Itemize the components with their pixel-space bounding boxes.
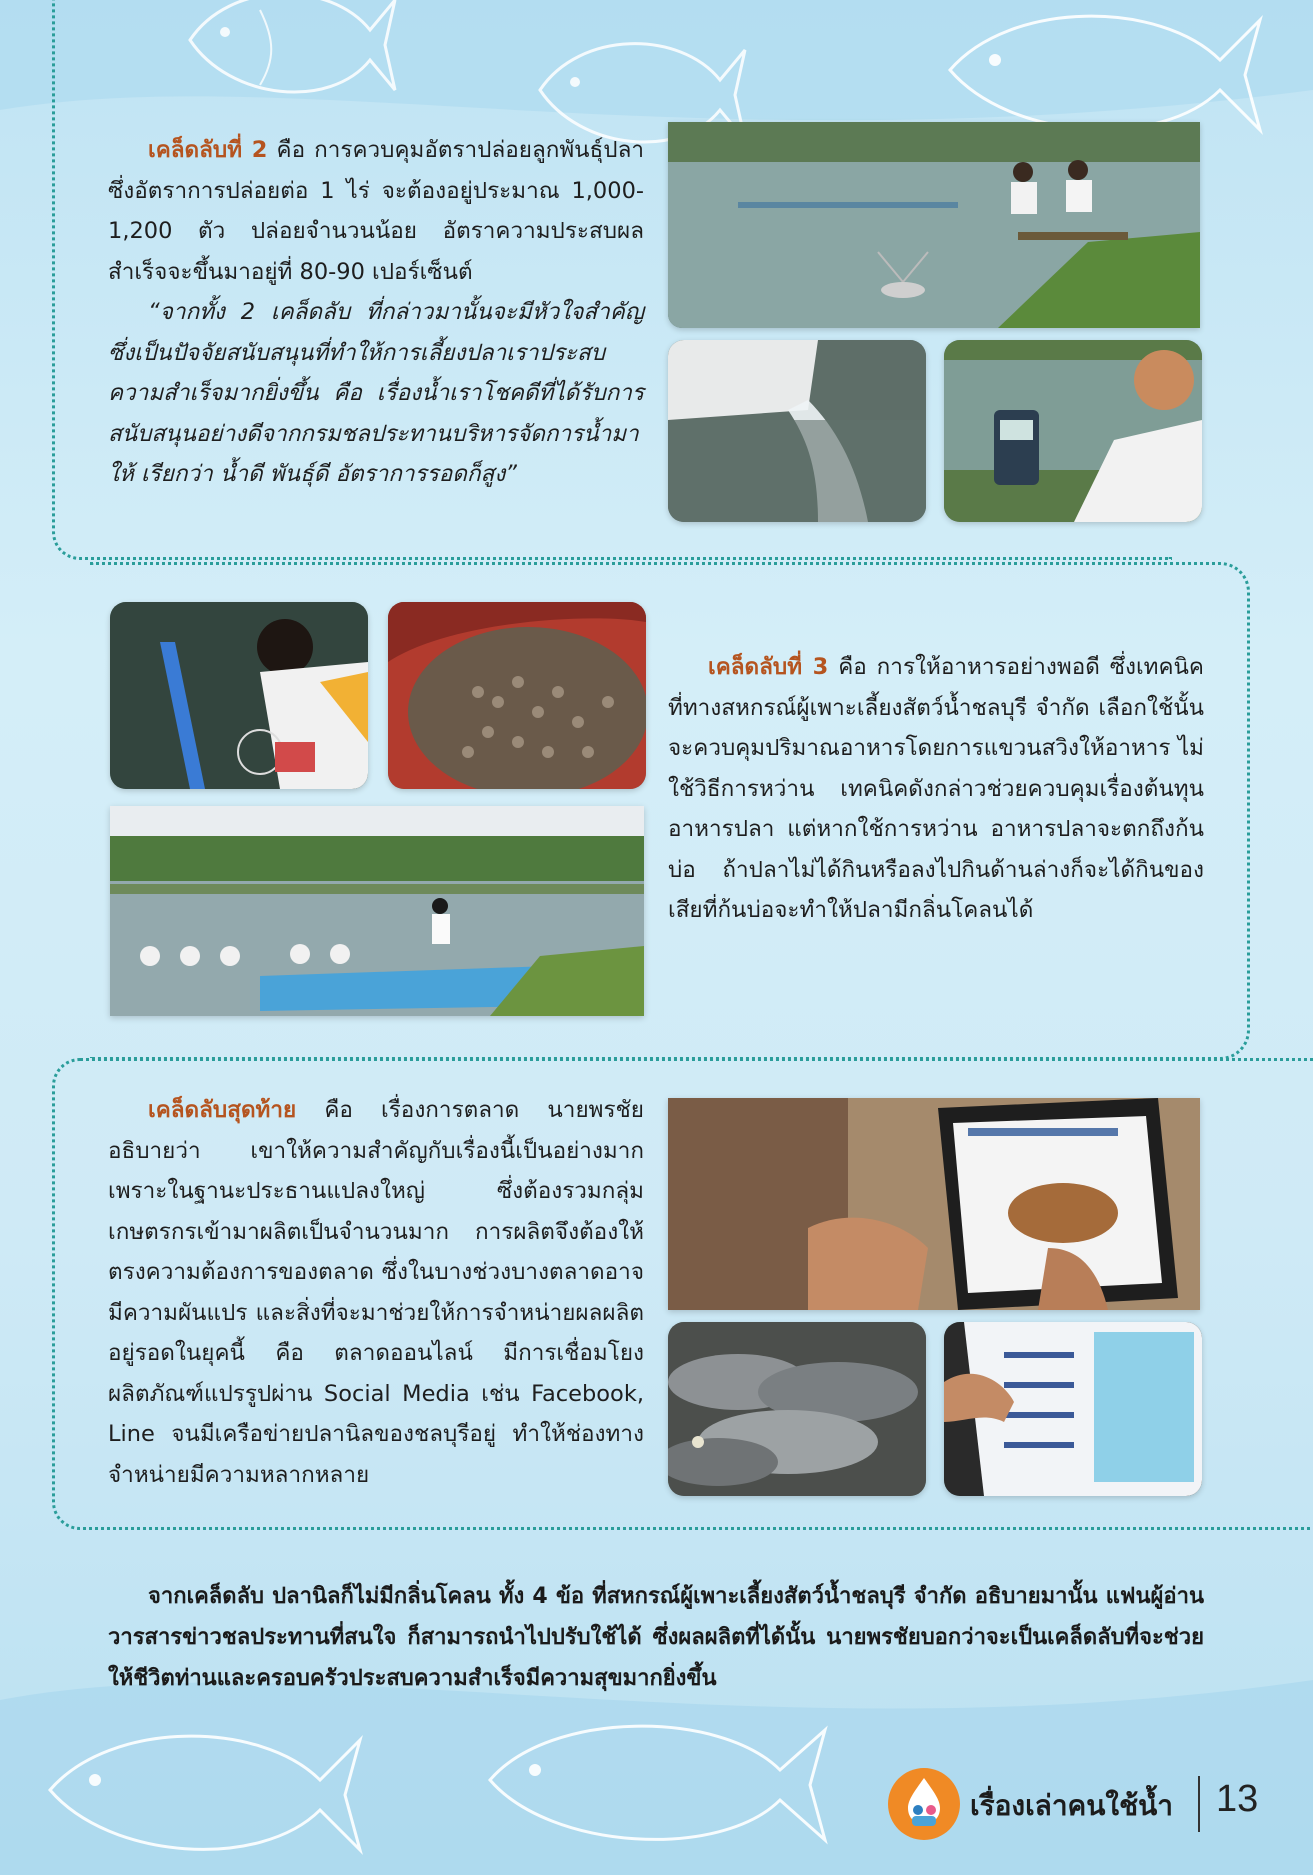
brand-title: เรื่องเล่าคนใช้น้ำ — [970, 1790, 1173, 1821]
fish-icon-bottom-middle — [480, 1690, 840, 1870]
photo-tablet-online-market — [668, 1098, 1200, 1310]
section-1-lead: เคล็ดลับที่ 2 — [148, 137, 268, 163]
photo-pond-aerators — [110, 806, 644, 1016]
page-footer — [888, 1768, 1288, 1840]
section-3-lead: เคล็ดลับสุดท้าย — [148, 1097, 297, 1123]
brand-logo-icon — [888, 1768, 960, 1840]
summary-paragraph — [108, 1576, 1204, 1699]
footer-divider — [1198, 1776, 1200, 1832]
section-1-text — [108, 130, 644, 495]
section-2-body: คือ การให้อาหารอย่างพอดี ซึ่งเทคนิคที่ทางสหกรณ์ผู้เพาะเลี้ยงสัตว์น้ำชลบุรี จำกัด เลือกใช้นั้นจะควบคุมปริมาณอาหารโดยการแขวนสวิงให้อาหาร ไม่ใช้วิธีการหว่าน เทคนิคดังกล่าวช่วยควบคุมเรื่องต้นทุนอาหารปลา แต่หากใช้การหว่าน อาหารปลาจะตกถึงก้นบ่อ ถ้าปลาไม่ได้กินหรือลงไปกินด้านล่างก็จะได้กินของเสียที่ก้นบ่อจะทำให้ปลามีกลิ่นโคลนได้ — [668, 654, 1204, 923]
photo-pond-men-net — [668, 122, 1200, 328]
fish-icon-bottom-left — [40, 1700, 370, 1875]
section-1-body: คือ การควบคุมอัตราปล่อยลูกพันธุ์ปลา ซึ่งอัตราการปล่อยต่อ 1 ไร่ จะต้องอยู่ประมาณ 1,000-1,200 ตัว ปล่อยจำนวนน้อย อัตราความประสบผลสำเร็จจะขึ้นมาอยู่ที่ 80-90 เปอร์เซ็นต์ — [108, 137, 644, 285]
photo-water-outflow — [668, 340, 926, 522]
photo-water-meter — [944, 340, 1202, 522]
section-3-text — [108, 1090, 644, 1495]
photo-fresh-tilapia — [668, 1322, 926, 1496]
section-2-lead: เคล็ดลับที่ 3 — [708, 654, 829, 680]
photo-feeding-net — [110, 602, 368, 789]
page-number: 13 — [1216, 1778, 1259, 1820]
photo-facebook-page — [944, 1322, 1202, 1496]
section-3-body: คือ เรื่องการตลาด นายพรชัยอธิบายว่า เขาให้ความสำคัญกับเรื่องนี้เป็นอย่างมาก เพราะในฐานะประธานแปลงใหญ่ ซึ่งต้องรวมกลุ่มเกษตรกรเข้ามาผลิตเป็นจำนวนมาก การผลิตจึงต้องให้ตรงความต้องการของตลาด ซึ่งในบางช่วงบางตลาดอาจมีความผันแปร และสิ่งที่จะมาช่วยให้การจำหน่ายผลผลิตอยู่รอดในยุคนี้ คือ ตลาดออนไลน์ มีการเชื่อมโยงผลิตภัณฑ์แปรรูปผ่าน Social Media เช่น Facebook, Line จนมีเครือข่ายปลานิลของชลบุรีอยู่ ทำให้ช่องทางจำหน่ายมีความหลากหลาย — [108, 1097, 644, 1488]
section-1-quote: “จากทั้ง 2 เคล็ดลับ ที่กล่าวมานั้นจะมีหัวใจสำคัญซึ่งเป็นปัจจัยสนับสนุนที่ทำให้การเลี้ยงปลาเราประสบความสำเร็จมากยิ่งขึ้น คือ เรื่องน้ำเราโชคดีที่ได้รับการสนับสนุนอย่างดีจากกรมชลประทานบริหารจัดการน้ำมาให้ เรียกว่า น้ำดี พันธุ์ดี อัตราการรอดก็สูง” — [108, 299, 644, 487]
section-2-text — [668, 647, 1204, 931]
photo-fish-feed-pellets — [388, 602, 646, 789]
summary-text: จากเคล็ดลับ ปลานิลก็ไม่มีกลิ่นโคลน ทั้ง 4 ข้อ ที่สหกรณ์ผู้เพาะเลี้ยงสัตว์น้ำชลบุรี จำกัด อธิบายมานั้น แฟนผู้อ่านวารสารข่าวชลประทานที่สนใจ ก็สามารถนำไปปรับใช้ได้ ซึ่งผลผลิตที่ได้นั้น นายพรชัยบอกว่าจะเป็นเคล็ดลับที่จะช่วยให้ชีวิตท่านและครอบครัวประสบความสำเร็จมีความสุขมากยิ่งขึ้น — [108, 1584, 1204, 1691]
